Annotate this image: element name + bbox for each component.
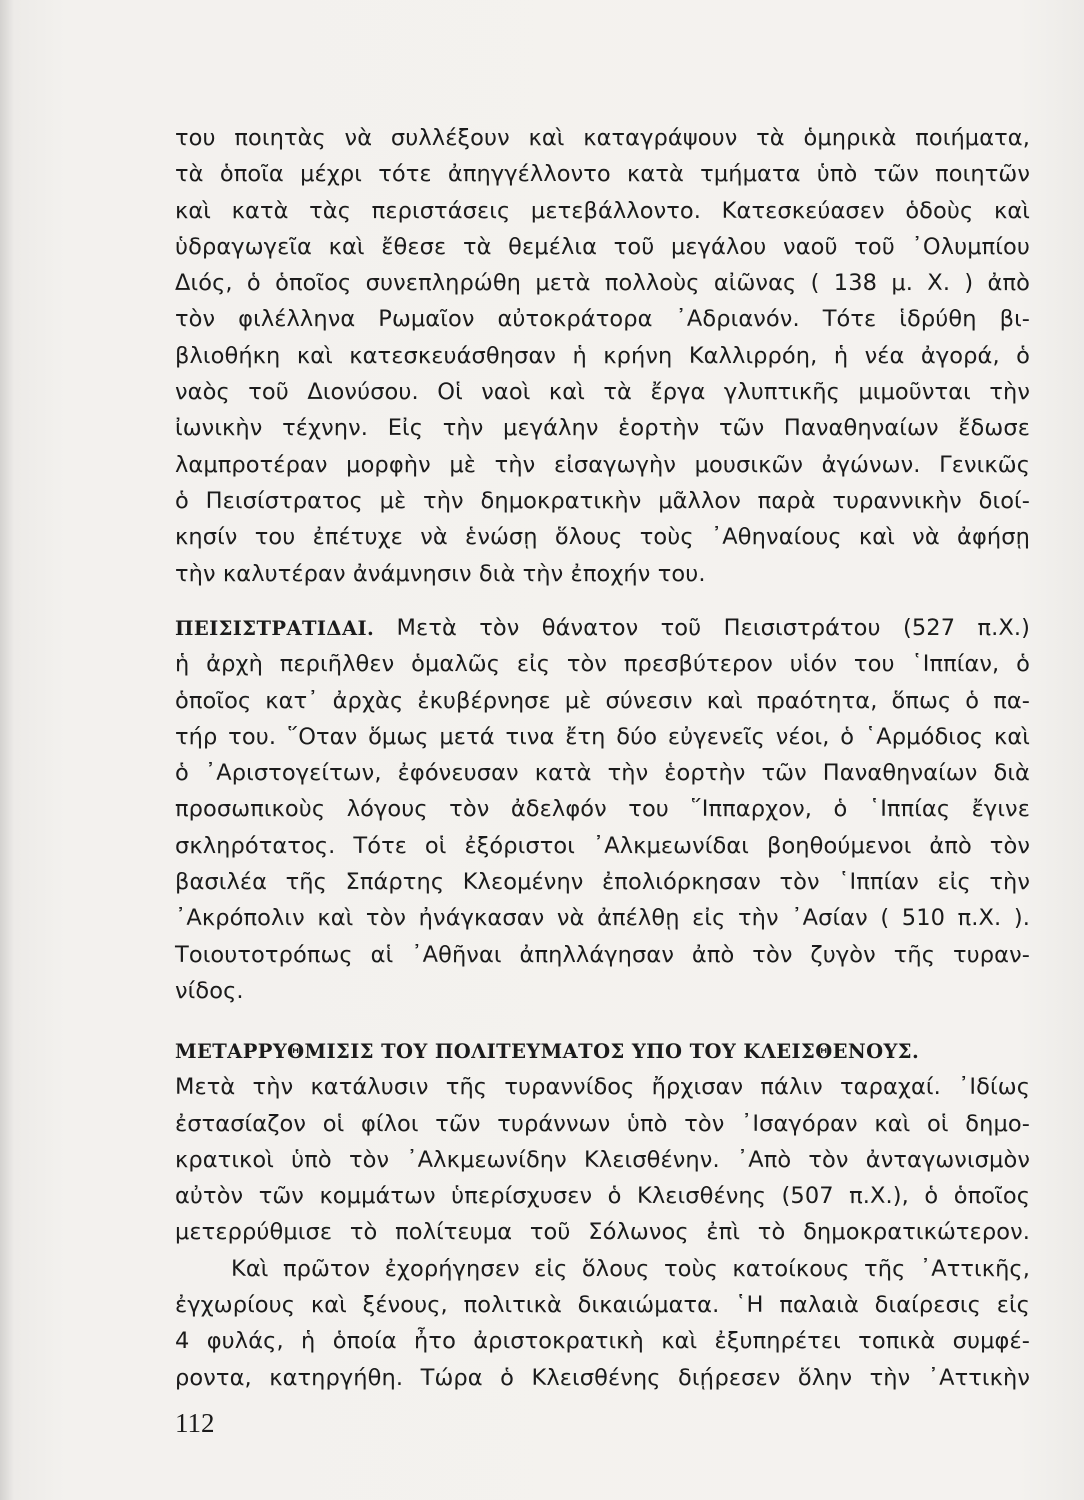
text-line: ἰωνικὴν τέχνην. Εἰς τὴν μεγάλην ἑορτὴν τῶν Παναθηναίων ἔδωσε xyxy=(175,415,1030,442)
text-line: καὶ κατὰ τὰς περιστάσεις μετεβάλλοντο. Κατεσκεύασεν ὁδοὺς καὶ xyxy=(175,197,1030,224)
text-line: μετερρύθμισε τὸ πολίτευμα τοῦ Σόλωνος ἐπὶ τὸ δημοκρατικώτερον. xyxy=(175,1219,1030,1246)
text-line: ναὸς τοῦ Διονύσου. Οἱ ναοὶ καὶ τὰ ἔργα γλυπτικῆς μιμοῦνται τὴν xyxy=(175,379,1030,406)
text-line: Τοιουτοτρόπως αἱ ᾿Αθῆναι ἀπηλλάγησαν ἀπὸ τὸν ζυγὸν τῆς τυραν- xyxy=(175,941,1030,968)
text-line: Διός, ὁ ὁποῖος συνεπληρώθη μετὰ πολλοὺς αἰῶνας ( 138 μ. Χ. ) ἀπὸ xyxy=(175,270,1030,297)
text-line: αὐτὸν τῶν κομμάτων ὑπερίσχυσεν ὁ Κλεισθένης (507 π.Χ.), ὁ ὁποῖος xyxy=(175,1183,1030,1210)
text-line: ὁποῖος κατ᾿ ἀρχὰς ἐκυβέρνησε μὲ σύνεσιν καὶ πραότητα, ὅπως ὁ πα- xyxy=(175,687,1030,714)
heading-line-text: Μετὰ τὸν θάνατον τοῦ Πεισιστράτου (527 π.Χ.) xyxy=(396,615,1030,641)
text-line: ὁ ᾿Αριστογείτων, ἐφόνευσαν κατὰ τὴν ἑορτὴν τῶν Παναθηναίων διὰ xyxy=(175,760,1030,787)
text-line: λαμπροτέραν μορφὴν μὲ τὴν εἰσαγωγὴν μουσικῶν ἀγώνων. Γενικῶς xyxy=(175,451,1030,478)
section-heading: ΜΕΤΑΡΡΥΘΜΙΣΙΣ ΤΟΥ ΠΟΛΙΤΕΥΜΑΤΟΣ ΥΠΟ ΤΟΥ ΚΛΕΙΣΘΕΝΟΥΣ. xyxy=(175,1040,920,1063)
text-line: του ποιητὰς νὰ συλλέξουν καὶ καταγράψουν τὰ ὁμηρικὰ ποιήματα, xyxy=(175,125,1030,151)
text-line: νίδος. xyxy=(175,977,244,1004)
text-line: Μετὰ τὴν κατάλυσιν τῆς τυραννίδος ἤρχισαν πάλιν ταραχαί. ᾿Ιδίως xyxy=(175,1074,1030,1101)
text-line: Καὶ πρῶτον ἐχορήγησεν εἰς ὅλους τοὺς κατοίκους τῆς ᾿Αττικῆς, xyxy=(231,1255,1030,1282)
text-line: 4 φυλάς, ἡ ὁποία ἦτο ἀριστοκρατικὴ καὶ ἐξυπηρέτει τοπικὰ συμφέ- xyxy=(175,1328,1030,1355)
text-line: ὁ Πεισίστρατος μὲ τὴν δημοκρατικὴν μᾶλλον παρὰ τυραννικὴν διοί- xyxy=(175,487,1030,514)
text-line: ἐγχωρίους καὶ ξένους, πολιτικὰ δικαιώματα. ῾Η παλαιὰ διαίρεσις εἰς xyxy=(175,1292,1030,1319)
text-line: ὑδραγωγεῖα καὶ ἔθεσε τὰ θεμέλια τοῦ μεγάλου ναοῦ τοῦ ᾿Ολυμπίου xyxy=(175,233,1030,260)
text-line xyxy=(175,610,1030,646)
text-line: ᾿Ακρόπολιν καὶ τὸν ἠνάγκασαν νὰ ἀπέλθῃ εἰς τὴν ᾿Ασίαν ( 510 π.Χ. ). xyxy=(175,905,1030,932)
section-cleisthenes-reform xyxy=(175,1033,1030,1396)
text-line: τὴν καλυτέραν ἀνάμνησιν διὰ τὴν ἐποχήν του. xyxy=(175,560,706,587)
text-line: προσωπικοὺς λόγους τὸν ἀδελφόν του ῞Ιππαρχον, ὁ ῾Ιππίας ἔγινε xyxy=(175,796,1030,823)
text-line: ἐστασίαζον οἱ φίλοι τῶν τυράννων ὑπὸ τὸν ᾿Ισαγόραν καὶ οἱ δημο- xyxy=(175,1110,1030,1137)
section-pisistratids xyxy=(175,610,1030,1009)
text-line: κρατικοὶ ὑπὸ τὸν ᾿Αλκμεωνίδην Κλεισθένην. ᾿Απὸ τὸν ἀνταγωνισμὸν xyxy=(175,1146,1030,1173)
text-line xyxy=(175,1033,1030,1069)
text-line: τὸν φιλέλληνα Ρωμαῖον αὐτοκράτορα ᾿Αδριανόν. Τότε ἱδρύθη βι- xyxy=(175,306,1030,333)
text-line: ροντα, κατηργήθη. Τώρα ὁ Κλεισθένης διῄρεσεν ὅλην τὴν ᾿Αττικὴν xyxy=(175,1364,1030,1391)
page-number: 112 xyxy=(175,1408,215,1438)
section-heading: ΠΕΙΣΙΣΤΡΑΤΙΔΑΙ. xyxy=(175,617,375,640)
binding-shadow xyxy=(0,0,14,1500)
text-line: κησίν του ἐπέτυχε νὰ ἑνώσῃ ὅλους τοὺς ᾿Αθηναίους καὶ νὰ ἀφήσῃ xyxy=(175,524,1030,551)
text-line: τὰ ὁποῖα μέχρι τότε ἀπηγγέλλοντο κατὰ τμήματα ὑπὸ τῶν ποιητῶν xyxy=(175,161,1030,188)
paragraph-pisistratus xyxy=(175,120,1030,592)
text-line: βλιοθήκη καὶ κατεσκευάσθησαν ἡ κρήνη Καλλιρρόη, ἡ νέα ἀγορά, ὁ xyxy=(175,342,1030,369)
text-line: σκληρότατος. Τότε οἱ ἐξόριστοι ᾿Αλκμεωνίδαι βοηθούμενοι ἀπὸ τὸν xyxy=(175,832,1030,859)
text-line: τήρ του. ῞Οταν ὅμως μετά τινα ἔτη δύο εὐγενεῖς νέοι, ὁ ῾Αρμόδιος καὶ xyxy=(175,723,1030,750)
text-line: βασιλέα τῆς Σπάρτης Κλεομένην ἐπολιόρκησαν τὸν ῾Ιππίαν εἰς τὴν xyxy=(175,869,1030,896)
text-line: ἡ ἀρχὴ περιῆλθεν ὁμαλῶς εἰς τὸν πρεσβύτερον υἱόν του ῾Ιππίαν, ὁ xyxy=(175,651,1030,678)
